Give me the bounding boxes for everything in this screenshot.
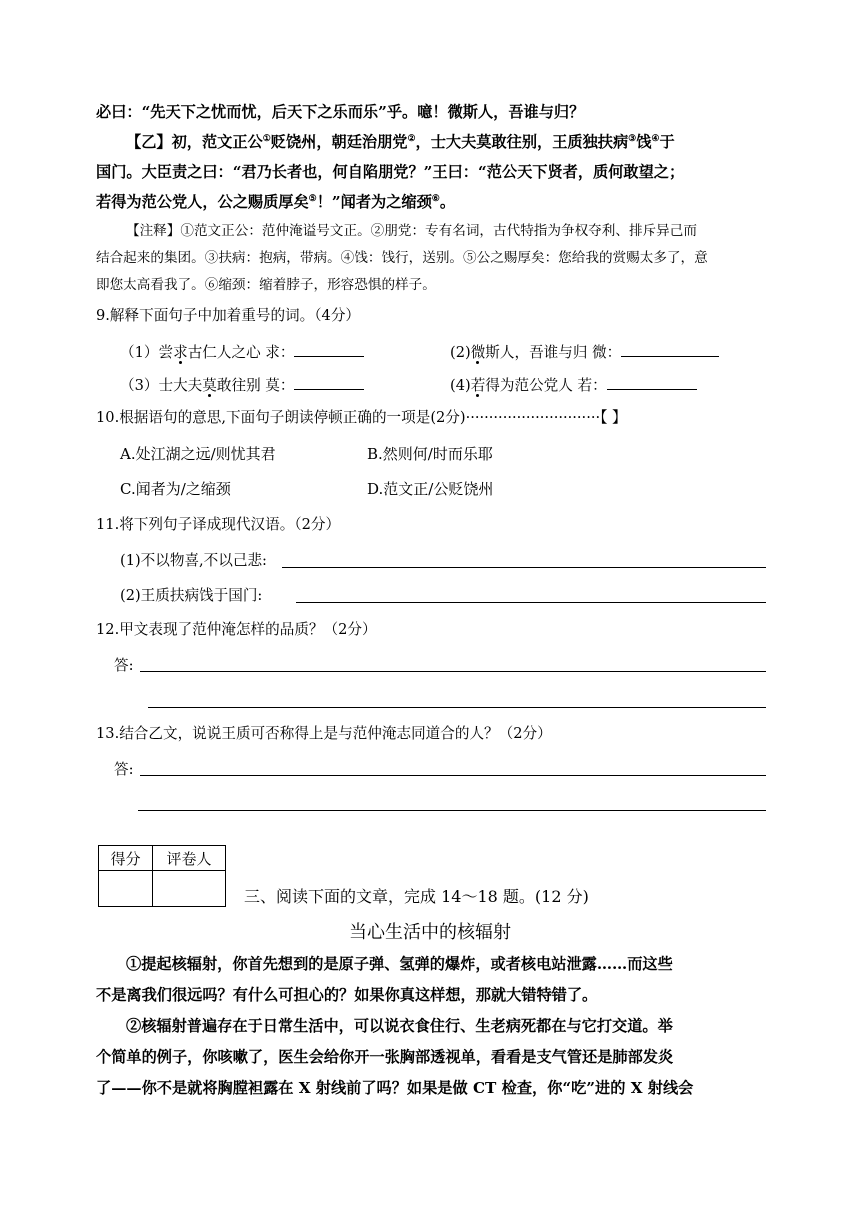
q11-sentence-1: (1)不以物喜,不以己悲: — [120, 552, 267, 569]
annotation-line: 即您太高看我了。⑥缩颈：缩着脖子，形容恐惧的样子。 — [96, 277, 436, 293]
q11-answer-line-1[interactable] — [282, 566, 766, 568]
article-paragraph-1-line: ①提起核辐射，你首先想到的是原子弹、氢弹的爆炸，或者核电站泄露……而这些 — [126, 955, 673, 973]
annotation-line: 【注释】①范文正公：范仲淹谥号文正。②朋党：专有名词，古代特指为争权夺利、排斥异己而 — [126, 223, 697, 239]
q9-item-4: (4)若得为范公党人 若： — [450, 372, 697, 398]
grader-header: 评卷人 — [153, 846, 226, 871]
question-10-title: 10.根据语句的意思,下面句子朗读停顿正确的一项是(2分)·····························【 】 — [96, 409, 627, 426]
q13-answer-line-1[interactable] — [140, 774, 766, 776]
article-title: 当心生活中的核辐射 — [349, 922, 511, 943]
passage-yi-line: 【乙】初，范文正公①贬饶州，朝廷治朋党②，士大夫莫敢往别，王质独扶病③饯④于 — [126, 133, 675, 151]
article-paragraph-2-line: 了——你不是就将胸膛袒露在 X 射线前了吗？如果是做 CT 检查，你“吃”进的 X 射线会 — [96, 1079, 694, 1097]
passage-line: 国门。大臣责之曰：“君乃长者也，何自陷朋党？”王曰：“范公天下贤者，质何敢望之； — [96, 163, 685, 181]
q13-answer-label: 答: — [114, 761, 134, 778]
q12-answer-line-2[interactable] — [148, 706, 766, 708]
annotation-line: 结合起来的集团。③扶病：抱病，带病。④饯：饯行，送别。⑤公之赐厚矣：您给我的赏赐太多了，意 — [96, 250, 708, 266]
article-paragraph-2-line: 个简单的例子，你咳嗽了，医生会给你开一张胸部透视单，看看是支气管还是肺部发炎 — [96, 1048, 674, 1066]
section-3-heading: 三、阅读下面的文章，完成 14～18 题。(12 分) — [244, 887, 589, 906]
question-11-title: 11.将下列句子译成现代汉语。（2分） — [96, 516, 341, 533]
q9-item-2: (2)微斯人，吾谁与归 微： — [450, 339, 719, 365]
score-table — [98, 845, 226, 907]
q10-option-b[interactable]: B.然则何/时而乐耶 — [367, 445, 493, 463]
question-9-title: 9.解释下面句子中加着重号的词。（4分） — [96, 307, 361, 324]
q10-option-d[interactable]: D.范文正/公贬饶州 — [367, 480, 494, 498]
passage-line: 若得为范公党人，公之赐质厚矣⑤！”闻者为之缩颈⑥。 — [96, 193, 456, 211]
q9-answer-blank-4[interactable] — [607, 372, 697, 390]
q9-answer-blank-2[interactable] — [621, 339, 719, 357]
question-12-title: 12.甲文表现了范仲淹怎样的品质？（2分） — [96, 621, 377, 638]
q10-option-a[interactable]: A.处江湖之远/则忧其君 — [120, 445, 276, 463]
q9-item-1: （1）尝求古仁人之心 求： — [120, 339, 364, 365]
q9-answer-blank-3[interactable] — [294, 372, 364, 390]
score-header: 得分 — [99, 846, 153, 871]
q10-option-c[interactable]: C.闻者为/之缩颈 — [120, 480, 231, 498]
q12-answer-label: 答: — [114, 657, 134, 674]
q13-answer-line-2[interactable] — [138, 809, 766, 811]
article-paragraph-1-line: 不是离我们很远吗？有什么可担心的？如果你真这样想，那就大错特错了。 — [96, 986, 598, 1004]
q9-answer-blank-1[interactable] — [294, 339, 364, 357]
q9-item-3: （3）士大夫莫敢往别 莫： — [120, 372, 364, 398]
passage-line: 必曰：“先天下之忧而忧，后天下之乐而乐”乎。噫！微斯人，吾谁与归？ — [96, 103, 585, 121]
article-paragraph-2-line: ②核辐射普遍存在于日常生活中，可以说衣食住行、生老病死都在与它打交道。举 — [126, 1017, 673, 1035]
q11-sentence-2: (2)王质扶病饯于国门: — [120, 587, 263, 604]
question-13-title: 13.结合乙文，说说王质可否称得上是与范仲淹志同道合的人？（2分） — [96, 725, 552, 742]
q12-answer-line-1[interactable] — [140, 670, 766, 672]
q11-answer-line-2[interactable] — [296, 601, 766, 603]
grader-cell[interactable] — [153, 871, 226, 907]
score-cell[interactable] — [99, 871, 153, 907]
